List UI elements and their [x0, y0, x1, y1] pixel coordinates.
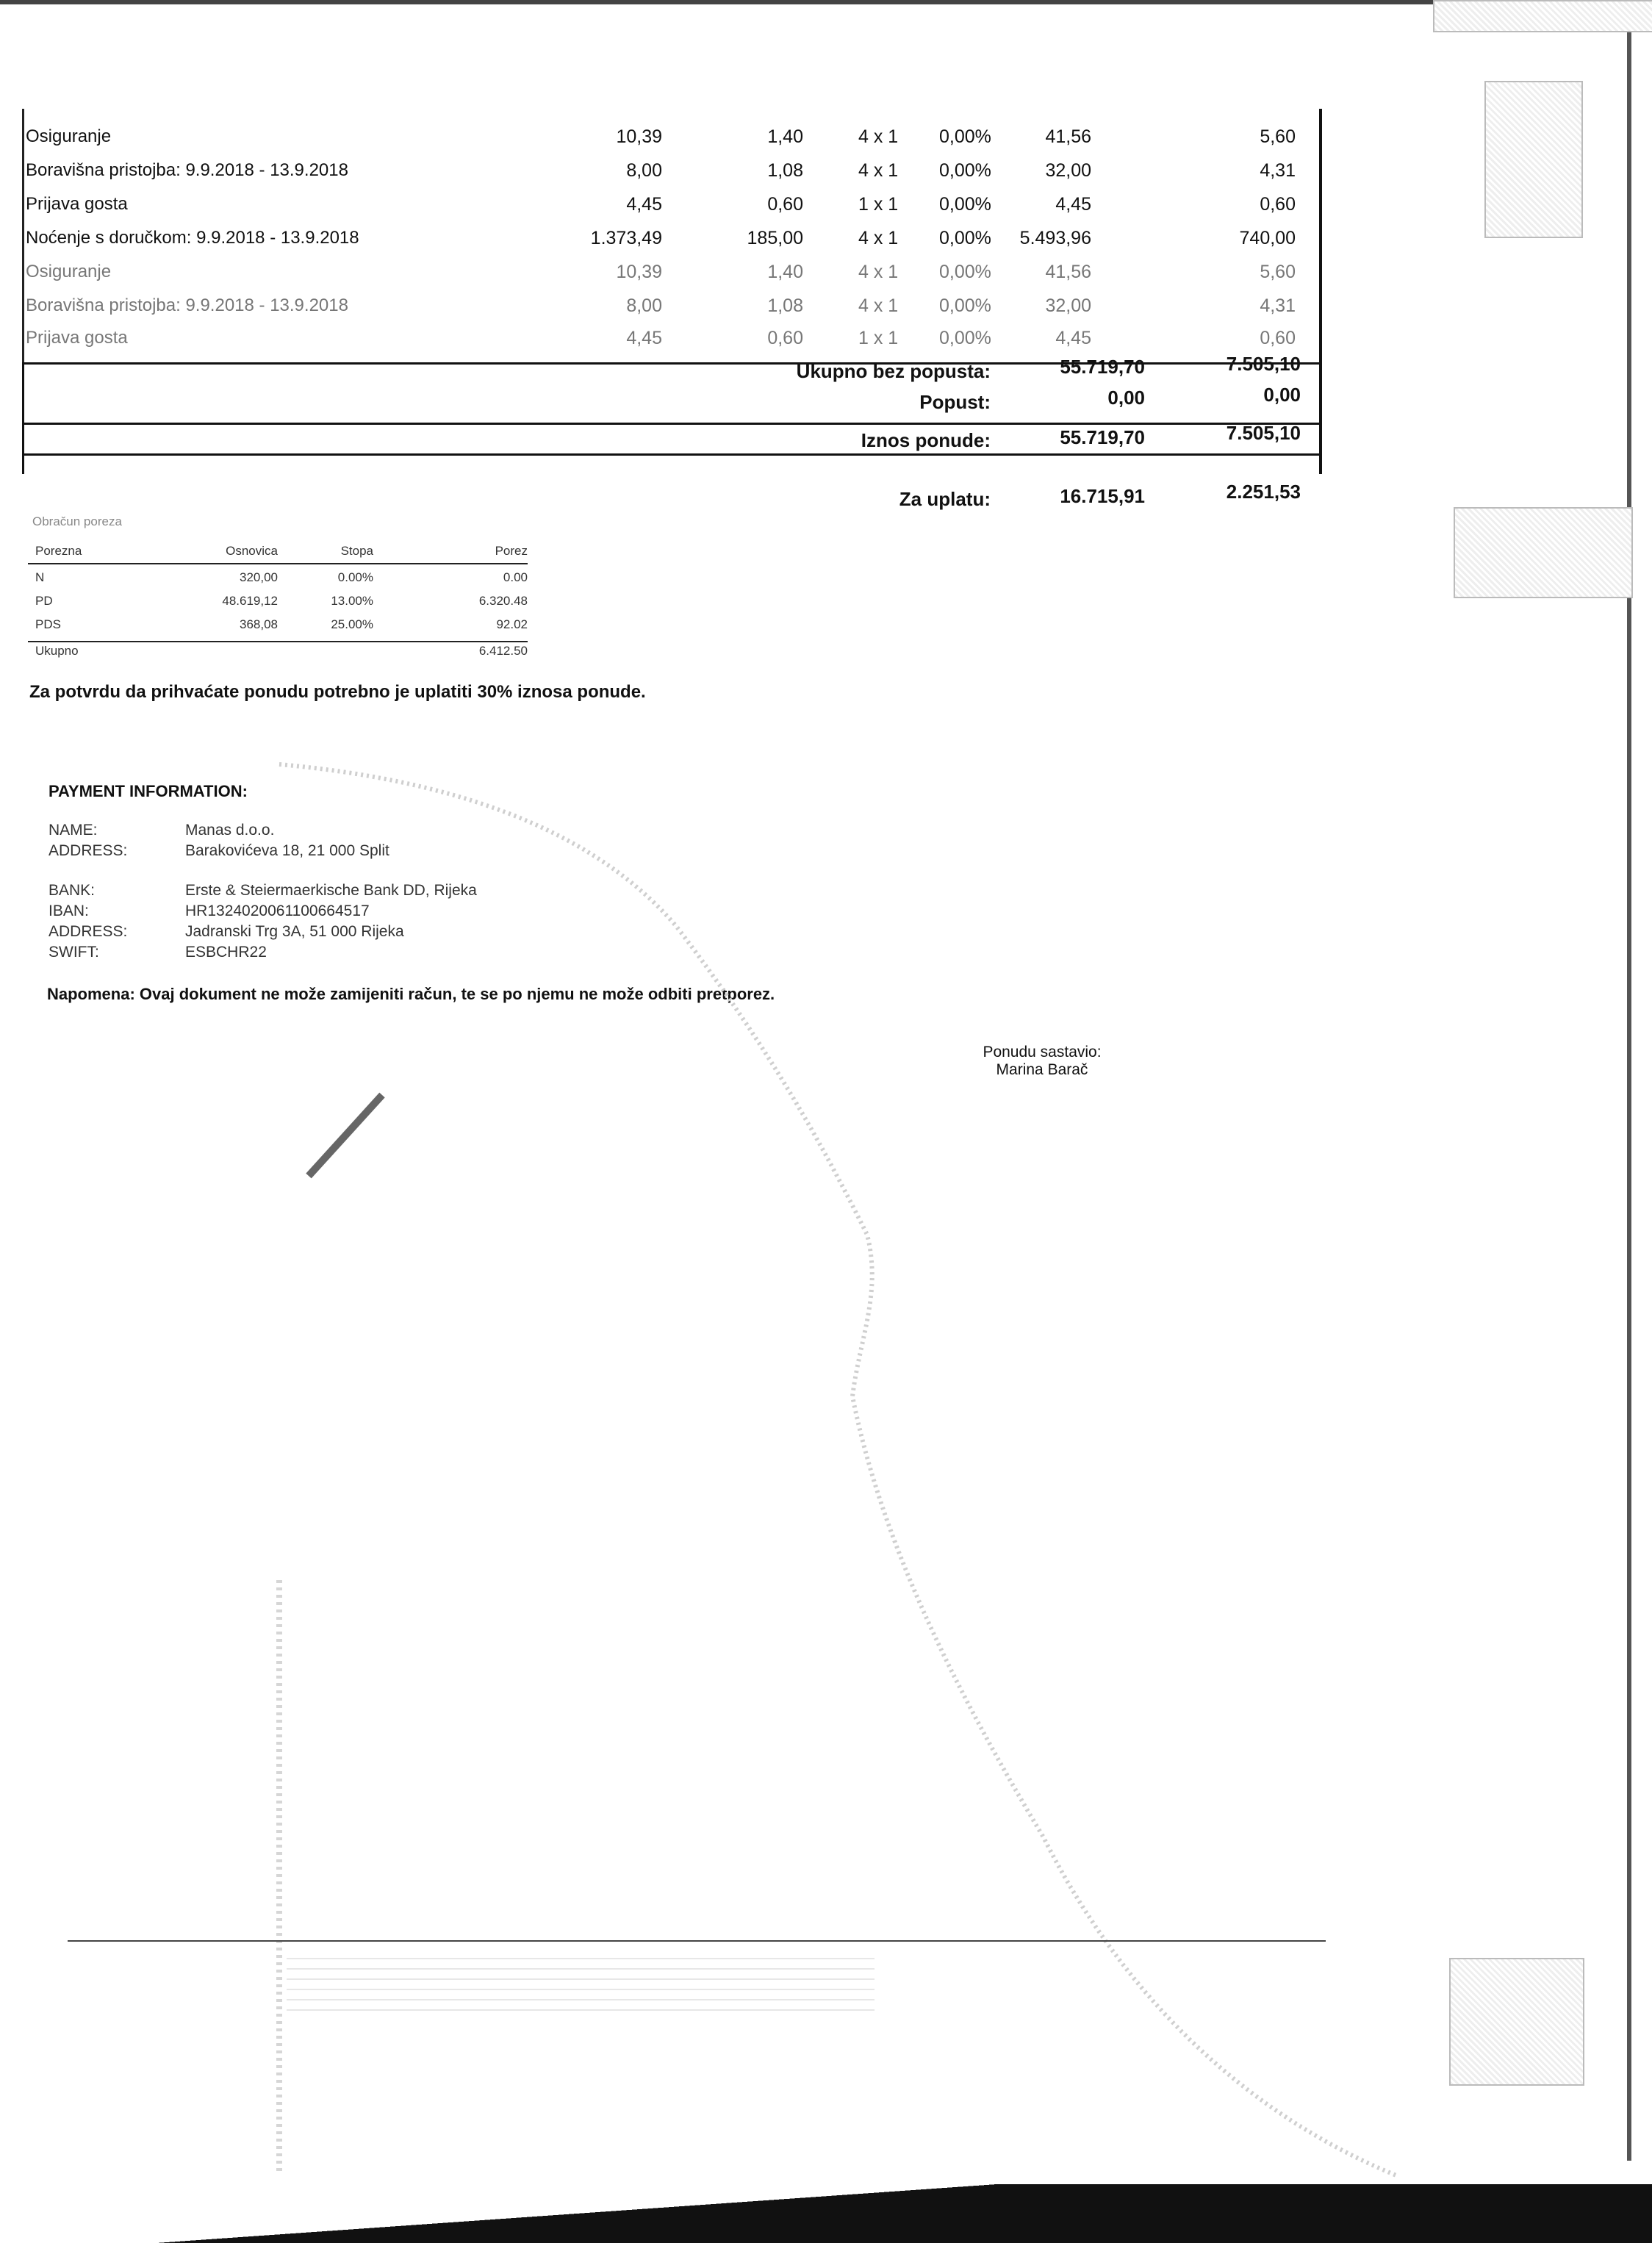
footer-blurred-text [287, 1949, 875, 2011]
item-base-price: 10,39 [616, 262, 662, 282]
pay-label: Za uplatu: [899, 488, 991, 510]
item-total-2: 0,60 [1260, 194, 1296, 215]
item-total-1: 32,00 [1045, 295, 1091, 316]
payment-address: Barakovićeva 18, 21 000 Split [185, 842, 389, 859]
item-quantity: 4 x 1 [858, 126, 899, 147]
item-total-1: 41,56 [1045, 126, 1091, 147]
tax-amount: 92.02 [496, 617, 528, 631]
item-description: Prijava gosta [26, 194, 128, 214]
tax-base: 320,00 [240, 570, 278, 584]
item-description: Osiguranje [26, 126, 112, 146]
tax-total-label: Ukupno [35, 644, 79, 658]
offer-box-left [22, 362, 24, 474]
tax-rate: 25.00% [331, 617, 373, 631]
discount-value-2: 0,00 [1263, 384, 1301, 406]
tax-rate: 13.00% [331, 594, 373, 608]
binder-tab-top [1433, 0, 1652, 32]
item-total-2: 0,60 [1260, 328, 1296, 348]
item-discount: 0,00% [939, 160, 991, 181]
item-total-1: 5.493,96 [1019, 228, 1091, 248]
footer-divider [68, 1940, 1326, 1942]
tax-amount: 0.00 [503, 570, 528, 584]
binder-tab-3 [1449, 1958, 1584, 2086]
payment-bank-address: Jadranski Trg 3A, 51 000 Rijeka [185, 923, 404, 940]
item-description: Prijava gosta [26, 328, 128, 348]
item-unit-price: 1,08 [767, 295, 803, 316]
item-description: Boravišna pristojba: 9.9.2018 - 13.9.2018 [26, 160, 348, 180]
payment-address-label: ADDRESS: [49, 842, 128, 859]
item-base-price: 8,00 [626, 295, 662, 316]
tax-total-divider [28, 641, 528, 642]
payment-title: PAYMENT INFORMATION: [49, 782, 248, 800]
payment-iban-label: IBAN: [49, 902, 89, 919]
item-quantity: 4 x 1 [858, 262, 899, 282]
signature-name: Marina Barač [996, 1061, 1088, 1078]
tax-type: N [35, 570, 45, 584]
items-table [22, 109, 1322, 474]
tax-row [28, 594, 528, 611]
pay-value-1: 16.715,91 [1060, 485, 1145, 507]
tax-base: 368,08 [240, 617, 278, 631]
payment-name-label: NAME: [49, 822, 98, 839]
item-total-2: 740,00 [1239, 228, 1296, 248]
payment-name: Manas d.o.o. [185, 822, 275, 839]
tax-amount: 6.320.48 [478, 594, 528, 608]
item-row [24, 295, 1318, 329]
item-discount: 0,00% [939, 262, 991, 282]
offer-divider-bottom [22, 453, 1320, 456]
item-unit-price: 1,40 [767, 126, 803, 147]
item-total-2: 4,31 [1260, 295, 1296, 316]
item-unit-price: 1,40 [767, 262, 803, 282]
subtotal-value-1: 55.719,70 [1060, 356, 1145, 378]
item-discount: 0,00% [939, 228, 991, 248]
item-unit-price: 0,60 [767, 328, 803, 348]
tax-total-row [28, 644, 528, 661]
offer-value-2: 7.505,10 [1226, 422, 1301, 444]
item-quantity: 4 x 1 [858, 228, 899, 248]
offer-label: Iznos ponude: [861, 429, 991, 451]
item-row [24, 126, 1318, 160]
offer-value-1: 55.719,70 [1060, 426, 1145, 448]
item-row [24, 262, 1318, 295]
offer-divider-top [22, 423, 1320, 425]
binder-tab-2 [1454, 507, 1633, 598]
remark-note: Napomena: Ovaj dokument ne može zamijeniti račun, te se po njemu ne može odbiti pretporez. [47, 985, 775, 1003]
payment-bank-address-label: ADDRESS: [49, 923, 128, 940]
subtotal-value-2: 7.505,10 [1226, 353, 1301, 375]
signature-block [969, 1044, 1116, 1079]
item-unit-price: 0,60 [767, 194, 803, 215]
pay-value-2: 2.251,53 [1226, 481, 1301, 503]
item-discount: 0,00% [939, 126, 991, 147]
tax-type: PDS [35, 617, 61, 631]
item-total-2: 5,60 [1260, 126, 1296, 147]
tax-base: 48.619,12 [222, 594, 278, 608]
discount-value-1: 0,00 [1107, 387, 1145, 409]
payment-bank-label: BANK: [49, 882, 96, 899]
item-description: Boravišna pristojba: 9.9.2018 - 13.9.2018 [26, 295, 348, 315]
item-row [24, 194, 1318, 228]
item-total-1: 4,45 [1055, 328, 1091, 348]
tax-row [28, 570, 528, 588]
tax-header-row [28, 544, 528, 564]
item-total-1: 41,56 [1045, 262, 1091, 282]
item-unit-price: 185,00 [747, 228, 803, 248]
signature-label: Ponudu sastavio: [983, 1044, 1102, 1061]
item-total-2: 4,31 [1260, 160, 1296, 181]
item-total-1: 32,00 [1045, 160, 1091, 181]
item-base-price: 10,39 [616, 126, 662, 147]
confirm-note: Za potvrdu da prihvaćate ponudu potrebno je uplatiti 30% iznosa ponude. [29, 682, 646, 702]
item-row [24, 228, 1318, 262]
payment-iban: HR1324020061100664517 [185, 902, 370, 919]
tax-type: PD [35, 594, 53, 608]
tax-total-value: 6.412.50 [478, 644, 528, 658]
item-quantity: 4 x 1 [858, 295, 899, 316]
tax-title: Obračun poreza [32, 514, 122, 528]
item-quantity: 4 x 1 [858, 160, 899, 181]
item-quantity: 1 x 1 [858, 194, 899, 215]
item-discount: 0,00% [939, 194, 991, 215]
item-base-price: 8,00 [626, 160, 662, 181]
item-total-2: 5,60 [1260, 262, 1296, 282]
payment-swift: ESBCHR22 [185, 944, 267, 961]
tax-row [28, 617, 528, 635]
tax-header-base: Osnovica [226, 544, 278, 558]
item-base-price: 4,45 [626, 328, 662, 348]
item-discount: 0,00% [939, 295, 991, 316]
discount-label: Popust: [919, 391, 991, 413]
item-discount: 0,00% [939, 328, 991, 348]
payment-bank: Erste & Steiermaerkische Bank DD, Rijeka [185, 882, 477, 899]
tax-header-rate: Stopa [340, 544, 373, 558]
tax-rate: 0.00% [337, 570, 373, 584]
right-scan-edge [1627, 29, 1631, 2161]
subtotal-label: Ukupno bez popusta: [796, 360, 991, 382]
item-base-price: 1.373,49 [590, 228, 662, 248]
payment-swift-label: SWIFT: [49, 944, 99, 961]
item-row [24, 160, 1318, 194]
item-total-1: 4,45 [1055, 194, 1091, 215]
item-base-price: 4,45 [626, 194, 662, 215]
item-quantity: 1 x 1 [858, 328, 899, 348]
tax-header-tax: Porez [495, 544, 528, 558]
tax-header-type: Porezna [35, 544, 82, 558]
item-description: Noćenje s doručkom: 9.9.2018 - 13.9.2018 [26, 228, 359, 248]
item-description: Osiguranje [26, 262, 112, 281]
binder-tab-1 [1484, 81, 1583, 238]
top-scan-edge [0, 0, 1652, 4]
item-unit-price: 1,08 [767, 160, 803, 181]
bottom-scan-shadow [0, 2184, 1652, 2243]
